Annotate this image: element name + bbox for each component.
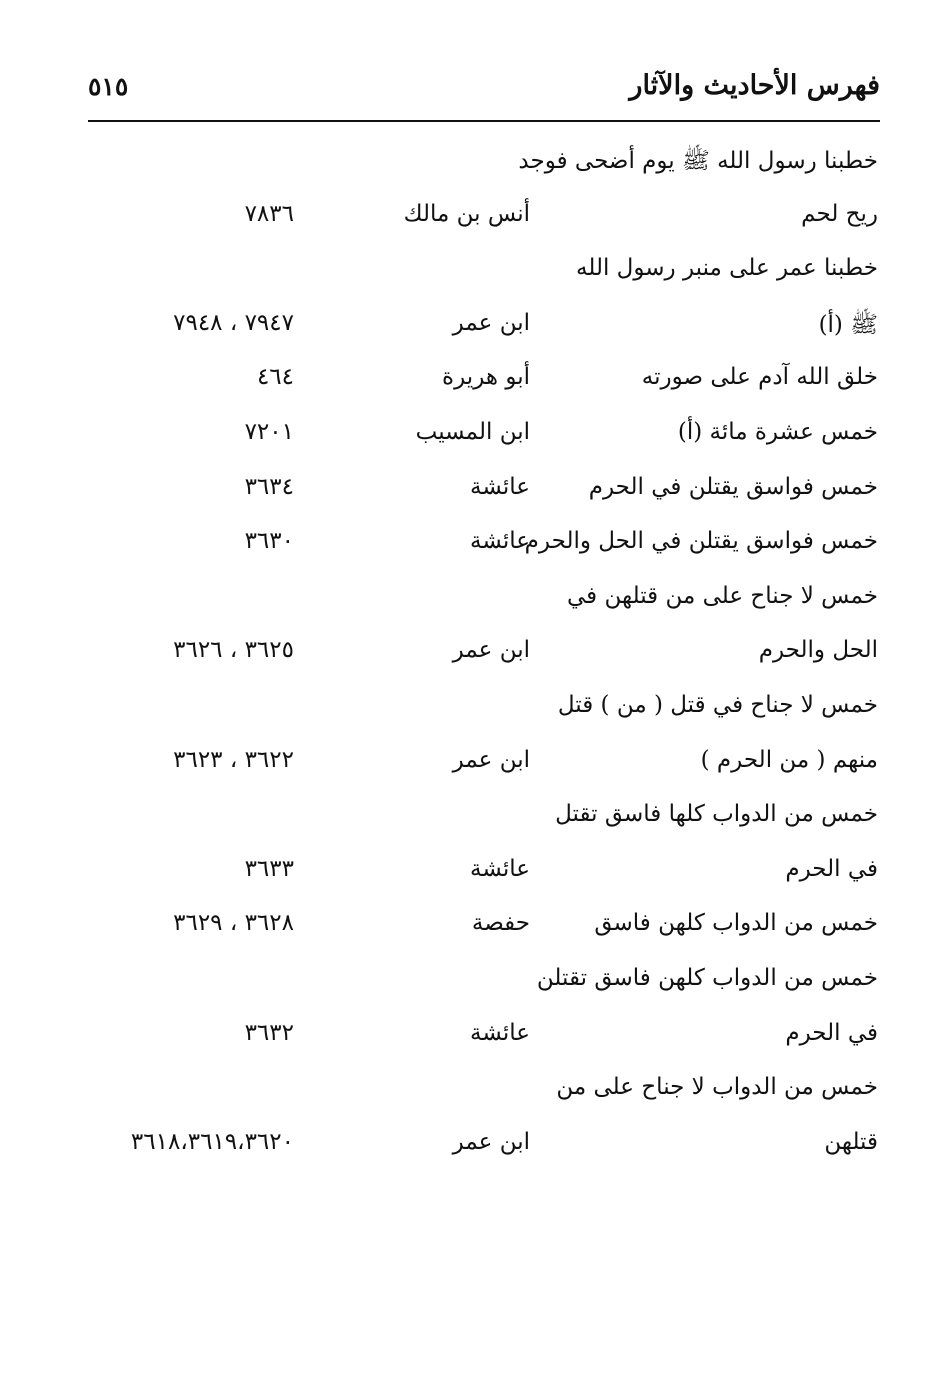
hadith-phrase: منهم ( من الحرم ): [700, 746, 878, 773]
hadith-numbers: ٣٦١٨،٣٦١٩،٣٦٢٠: [130, 1128, 294, 1155]
narrator-name: ابن عمر: [452, 309, 530, 336]
hadith-numbers: ٧٩٤٧ ، ٧٩٤٨: [173, 309, 294, 336]
index-row: [0, 356, 930, 411]
hadith-phrase: ريح لحم: [801, 200, 878, 227]
hadith-phrase: خمس فواسق يقتلن في الحل والحرم: [524, 528, 878, 555]
index-row: [0, 247, 930, 302]
hadith-phrase: خمس من الدواب كلها فاسق تقتل: [555, 801, 878, 828]
header-divider: [88, 120, 880, 122]
narrator-name: عائشة: [470, 473, 530, 500]
hadith-phrase: خمس عشرة مائة (أ): [677, 418, 878, 445]
page-number: ٥١٥: [88, 72, 129, 101]
index-row: [0, 957, 930, 1012]
index-row: [0, 411, 930, 466]
narrator-name: عائشة: [470, 1019, 530, 1046]
hadith-phrase: خطبنا عمر على منبر رسول الله: [576, 255, 878, 282]
index-row: [0, 629, 930, 684]
index-row: [0, 520, 930, 575]
hadith-numbers: ٣٦٢٨ ، ٣٦٢٩: [173, 910, 294, 937]
hadith-phrase: خمس لا جناح على من قتلهن في: [567, 582, 878, 609]
index-row: [0, 302, 930, 357]
hadith-phrase: خلق الله آدم على صورته: [641, 364, 878, 391]
narrator-name: أنس بن مالك: [403, 200, 530, 227]
hadith-numbers: ٤٦٤: [256, 364, 294, 391]
index-row: [0, 1012, 930, 1067]
narrator-name: ابن عمر: [452, 746, 530, 773]
hadith-numbers: ٣٦٣٣: [244, 855, 294, 882]
hadith-numbers: ٧٨٣٦: [244, 200, 294, 227]
hadith-phrase: خمس من الدواب كلهن فاسق تقتلن: [536, 964, 878, 991]
hadith-phrase: خمس فواسق يقتلن في الحرم: [588, 473, 878, 500]
hadith-phrase: قتلهن: [824, 1128, 878, 1155]
index-row: [0, 848, 930, 903]
narrator-name: عائشة: [470, 528, 530, 555]
hadith-index-list: [0, 138, 930, 1175]
narrator-name: ابن المسيب: [415, 418, 530, 445]
index-row: [0, 684, 930, 739]
index-row: [0, 138, 930, 193]
narrator-name: ابن عمر: [452, 1128, 530, 1155]
hadith-phrase: خطبنا رسول الله ﷺ يوم أضحى فوجد: [518, 148, 878, 174]
hadith-numbers: ٣٦٣٠: [244, 528, 294, 555]
hadith-phrase: ﷺ (أ): [818, 311, 878, 338]
index-row: [0, 466, 930, 521]
index-row: [0, 575, 930, 630]
index-row: [0, 1121, 930, 1176]
hadith-phrase: في الحرم: [785, 855, 878, 882]
index-row: [0, 193, 930, 248]
narrator-name: ابن عمر: [452, 637, 530, 664]
narrator-name: عائشة: [470, 855, 530, 882]
hadith-phrase: خمس من الدواب كلهن فاسق: [594, 910, 878, 937]
hadith-phrase: خمس من الدواب لا جناح على من: [556, 1074, 878, 1101]
hadith-numbers: ٣٦٢٥ ، ٣٦٢٦: [173, 637, 294, 664]
index-row: [0, 739, 930, 794]
page-header: [88, 62, 880, 120]
hadith-numbers: ٣٦٣٢: [244, 1019, 294, 1046]
index-row: [0, 793, 930, 848]
hadith-numbers: ٧٢٠١: [244, 418, 294, 445]
hadith-numbers: ٣٦٢٢ ، ٣٦٢٣: [173, 746, 294, 773]
index-row: [0, 902, 930, 957]
index-row: [0, 1066, 930, 1121]
hadith-numbers: ٣٦٣٤: [244, 473, 294, 500]
narrator-name: أبو هريرة: [442, 364, 530, 391]
hadith-phrase: في الحرم: [785, 1019, 878, 1046]
page-title: فهرس الأحاديث والآثار: [629, 70, 880, 101]
hadith-phrase: الحل والحرم: [758, 637, 878, 664]
hadith-phrase: خمس لا جناح في قتل ( من ) قتل: [557, 691, 878, 718]
narrator-name: حفصة: [471, 910, 530, 937]
